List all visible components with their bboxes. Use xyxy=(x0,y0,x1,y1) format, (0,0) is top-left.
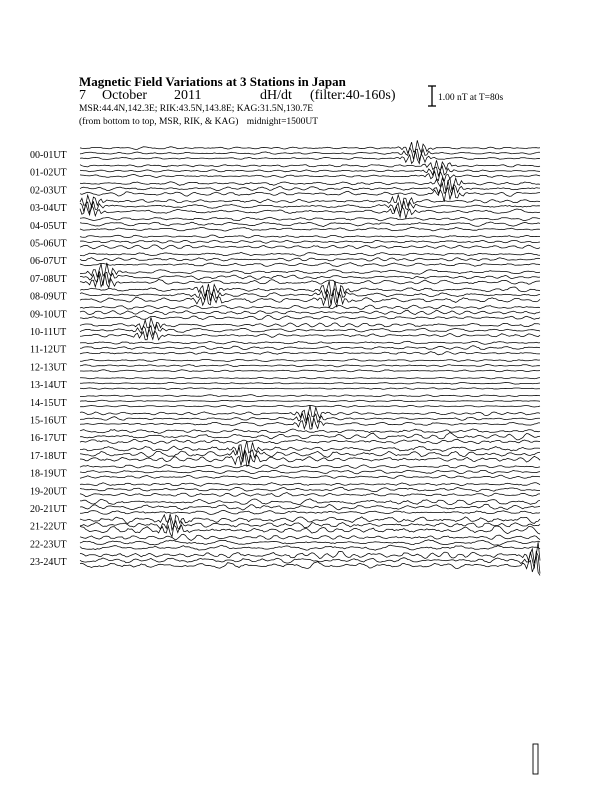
row-label: 11-12UT xyxy=(30,344,67,356)
station-trace-msr xyxy=(80,439,540,444)
station-trace-kag xyxy=(80,217,540,221)
station-trace-rik xyxy=(80,433,540,440)
scale-bar xyxy=(428,86,436,106)
station-trace-rik xyxy=(80,346,540,350)
station-trace-rik xyxy=(80,487,540,492)
station-trace-msr xyxy=(80,227,540,231)
station-trace-kag xyxy=(80,178,540,192)
traces xyxy=(80,140,540,774)
row-label: 16-17UT xyxy=(30,433,67,445)
station-trace-rik xyxy=(80,289,540,305)
station-trace-msr xyxy=(80,475,540,478)
row-label: 19-20UT xyxy=(30,486,67,498)
row-label: 17-18UT xyxy=(30,450,67,462)
station-trace-kag xyxy=(80,305,540,309)
station-trace-msr xyxy=(80,370,540,372)
station-trace-kag xyxy=(80,499,540,505)
row-label: 06-07UT xyxy=(30,256,67,268)
station-trace-rik xyxy=(80,310,540,314)
station-trace-msr xyxy=(80,245,540,249)
station-trace-kag xyxy=(80,465,540,469)
station-trace-kag xyxy=(80,252,540,256)
station-trace-kag xyxy=(80,235,540,238)
station-trace-msr xyxy=(80,451,540,466)
date-month: October xyxy=(102,88,148,103)
row-label: 03-04UT xyxy=(30,203,67,215)
station-trace-rik xyxy=(80,222,540,227)
row-label: 08-09UT xyxy=(30,291,67,303)
station-trace-msr xyxy=(80,510,540,514)
scale-label: 1.00 nT at T=80s xyxy=(438,93,504,103)
end-spike-marker xyxy=(533,744,538,774)
station-trace-kag xyxy=(80,395,540,397)
row-label: 21-22UT xyxy=(30,521,67,533)
row-labels xyxy=(30,150,67,568)
station-trace-kag xyxy=(80,359,540,362)
station-trace-rik xyxy=(80,552,540,574)
row-label: 23-24UT xyxy=(30,557,67,569)
station-trace-rik xyxy=(80,258,540,261)
filter-label: (filter:40-160s) xyxy=(310,88,396,103)
row-label: 01-02UT xyxy=(30,167,67,179)
row-label: 14-15UT xyxy=(30,397,67,409)
station-trace-msr xyxy=(80,525,540,536)
station-trace-msr xyxy=(80,388,540,390)
row-label: 09-10UT xyxy=(30,309,67,321)
quantity-label: dH/dt xyxy=(260,88,292,103)
row-label: 00-01UT xyxy=(30,150,67,161)
station-trace-msr xyxy=(80,263,540,267)
station-trace-kag xyxy=(80,160,540,170)
station-trace-kag xyxy=(80,377,540,379)
station-trace-msr xyxy=(80,273,540,287)
station-trace-msr xyxy=(80,329,540,340)
midnight-note: midnight=1500UT xyxy=(246,117,319,127)
station-trace-rik xyxy=(80,413,540,427)
row-label: 02-03UT xyxy=(30,185,67,197)
station-trace-rik xyxy=(80,470,540,474)
row-label: 18-19UT xyxy=(30,468,67,480)
station-trace-rik xyxy=(80,504,540,510)
row-label: 12-13UT xyxy=(30,362,67,374)
station-trace-msr xyxy=(80,493,540,497)
station-trace-rik xyxy=(80,382,540,384)
station-trace-msr xyxy=(80,171,540,181)
station-trace-msr xyxy=(80,352,540,355)
row-label: 20-21UT xyxy=(30,504,67,515)
station-trace-kag xyxy=(80,140,540,153)
station-trace-rik xyxy=(80,400,540,402)
station-trace-rik xyxy=(80,240,540,243)
station-trace-rik xyxy=(80,365,540,367)
station-trace-msr xyxy=(80,554,540,575)
station-trace-msr xyxy=(80,291,540,308)
order-note: (from bottom to top, MSR, RIK, & KAG) xyxy=(79,117,239,127)
date-year: 2011 xyxy=(174,88,202,103)
station-trace-kag xyxy=(80,429,540,433)
row-label: 15-16UT xyxy=(30,415,67,427)
row-label: 10-11UT xyxy=(30,327,67,338)
station-trace-rik xyxy=(80,201,540,213)
station-coordinates: MSR:44.4N,142.3E; RIK:43.5N,143.8E; KAG:31.5N,130.7E xyxy=(79,104,314,114)
station-trace-rik xyxy=(80,180,540,194)
row-label: 22-23UT xyxy=(30,539,67,551)
station-trace-msr xyxy=(80,545,540,550)
station-trace-rik xyxy=(80,166,540,176)
row-label: 05-06UT xyxy=(30,238,67,250)
date-day: 7 xyxy=(79,88,86,103)
station-trace-kag xyxy=(80,542,540,563)
station-trace-kag xyxy=(80,534,540,540)
row-label: 13-14UT xyxy=(30,380,67,392)
station-trace-msr xyxy=(80,315,540,319)
row-label: 07-08UT xyxy=(30,273,67,285)
station-trace-kag xyxy=(80,341,540,344)
station-trace-kag xyxy=(80,483,540,487)
station-trace-rik xyxy=(80,447,540,464)
chart-title: Magnetic Field Variations at 3 Stations in Japan xyxy=(79,74,346,89)
station-trace-rik xyxy=(80,540,540,545)
row-label: 04-05UT xyxy=(30,220,67,232)
